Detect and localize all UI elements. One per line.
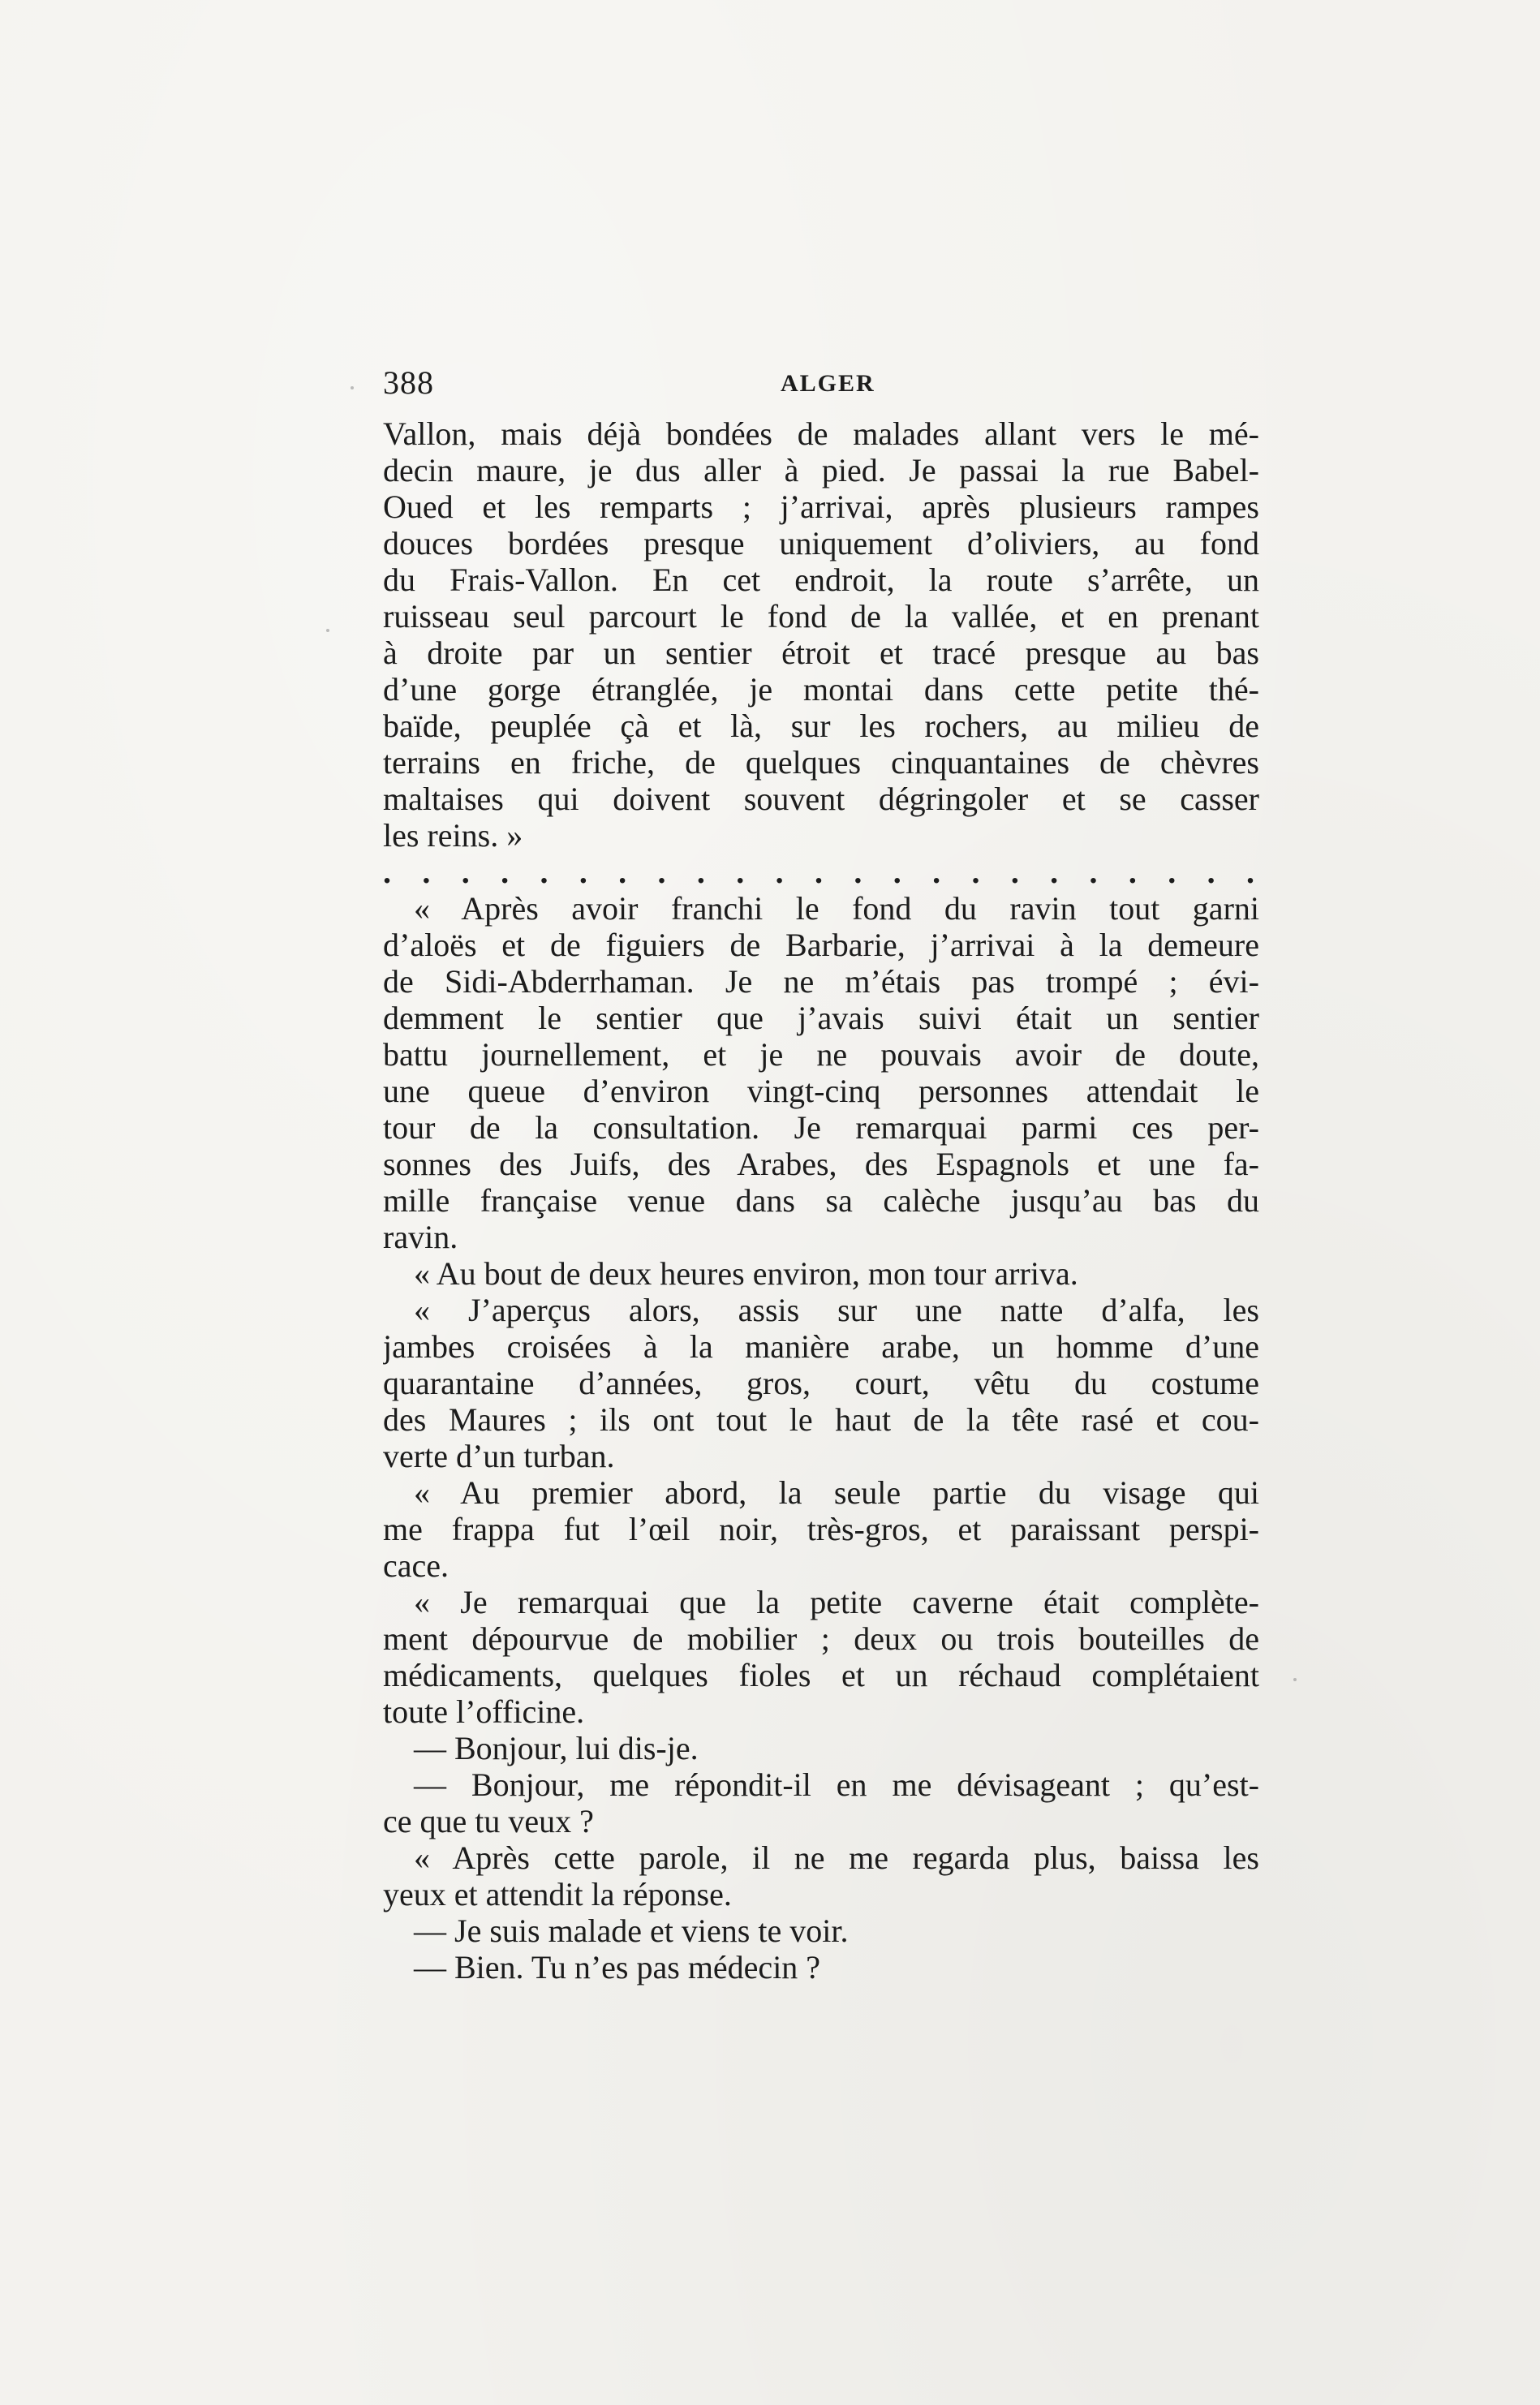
text-line: « Au bout de deux heures environ, mon tour arriva.	[414, 1255, 1078, 1292]
text-line: « J’aperçus alors, assis sur une natte d’alfa, les	[414, 1292, 1259, 1328]
text-line: toute l’officine.	[383, 1693, 585, 1730]
text-line: me frappa fut l’œil noir, très-gros, et paraissant perspi-	[383, 1511, 1259, 1547]
text-line: « Au premier abord, la seule partie du visage qui	[414, 1474, 1259, 1511]
body-text	[383, 415, 1259, 1986]
text-line: Vallon, mais déjà bondées de malades allant vers le mé-	[383, 415, 1259, 452]
text-line: cace.	[383, 1547, 450, 1584]
text-line: des Maures ; ils ont tout le haut de la tête rasé et cou-	[383, 1401, 1259, 1438]
text-line: yeux et attendit la réponse.	[383, 1876, 732, 1912]
text-line: — Bonjour, lui dis-je.	[414, 1730, 699, 1766]
margin-mark	[326, 629, 329, 632]
text-line: « Après cette parole, il ne me regarda plus, baissa les	[414, 1839, 1259, 1876]
margin-mark	[1293, 1678, 1297, 1681]
text-line: « Après avoir franchi le fond du ravin tout garni	[414, 890, 1259, 927]
text-line: du Frais-Vallon. En cet endroit, la route s’arrête, un	[383, 561, 1259, 598]
text-line: — Bien. Tu n’es pas médecin ?	[414, 1949, 821, 1986]
text-line: sonnes des Juifs, des Arabes, des Espagnols et une fa-	[383, 1146, 1259, 1182]
text-line: d’une gorge étranglée, je montai dans cette petite thé-	[383, 671, 1259, 708]
text-line: decin maure, je dus aller à pied. Je passai la rue Babel-	[383, 452, 1259, 488]
text-line: — Je suis malade et viens te voir.	[414, 1912, 849, 1949]
text-line: verte d’un turban.	[383, 1438, 615, 1474]
text-line: les reins. »	[383, 817, 523, 854]
text-line: de Sidi-Abderrhaman. Je ne m’étais pas trompé ; évi-	[383, 963, 1259, 1000]
text-line: ce que tu veux ?	[383, 1803, 594, 1839]
text-line: une queue d’environ vingt-cinq personnes attendait le	[383, 1073, 1259, 1109]
text-line: jambes croisées à la manière arabe, un homme d’une	[383, 1328, 1259, 1365]
text-line: douces bordées presque uniquement d’oliviers, au fond	[383, 525, 1259, 561]
running-head: ALGER	[781, 370, 875, 397]
page-header	[383, 364, 1259, 412]
text-line: ment dépourvue de mobilier ; deux ou trois bouteilles de	[383, 1620, 1259, 1657]
text-line: tour de la consultation. Je remarquai parmi ces per-	[383, 1109, 1259, 1146]
text-line: mille française venue dans sa calèche jusqu’au bas du	[383, 1182, 1259, 1219]
text-line: « Je remarquai que la petite caverne était complète-	[414, 1584, 1259, 1620]
text-line: maltaises qui doivent souvent dégringoler et se casser	[383, 781, 1259, 817]
text-line: battu journellement, et je ne pouvais avoir de doute,	[383, 1036, 1259, 1073]
text-line: baïde, peuplée çà et là, sur les rochers, au milieu de	[383, 708, 1259, 744]
text-line: terrains en friche, de quelques cinquantaines de chèvres	[383, 744, 1259, 781]
text-line: ruisseau seul parcourt le fond de la vallée, et en prenant	[383, 598, 1259, 635]
text-line: demment le sentier que j’avais suivi était un sentier	[383, 1000, 1259, 1036]
text-line: d’aloës et de figuiers de Barbarie, j’arrivai à la demeure	[383, 927, 1259, 963]
text-line: — Bonjour, me répondit-il en me dévisageant ; qu’est-	[414, 1766, 1259, 1803]
margin-mark	[351, 386, 354, 389]
text-line: à droite par un sentier étroit et tracé presque au bas	[383, 635, 1259, 671]
ellipsis-separator: . . . . . . . . . . . . . . . . . . . . . . .	[383, 854, 1259, 890]
text-line: quarantaine d’années, gros, court, vêtu du costume	[383, 1365, 1259, 1401]
text-line: ravin.	[383, 1219, 458, 1255]
page-number: 388	[383, 364, 434, 401]
text-line: médicaments, quelques fioles et un réchaud complétaient	[383, 1657, 1259, 1693]
text-line: Oued et les remparts ; j’arrivai, après plusieurs rampes	[383, 488, 1259, 525]
